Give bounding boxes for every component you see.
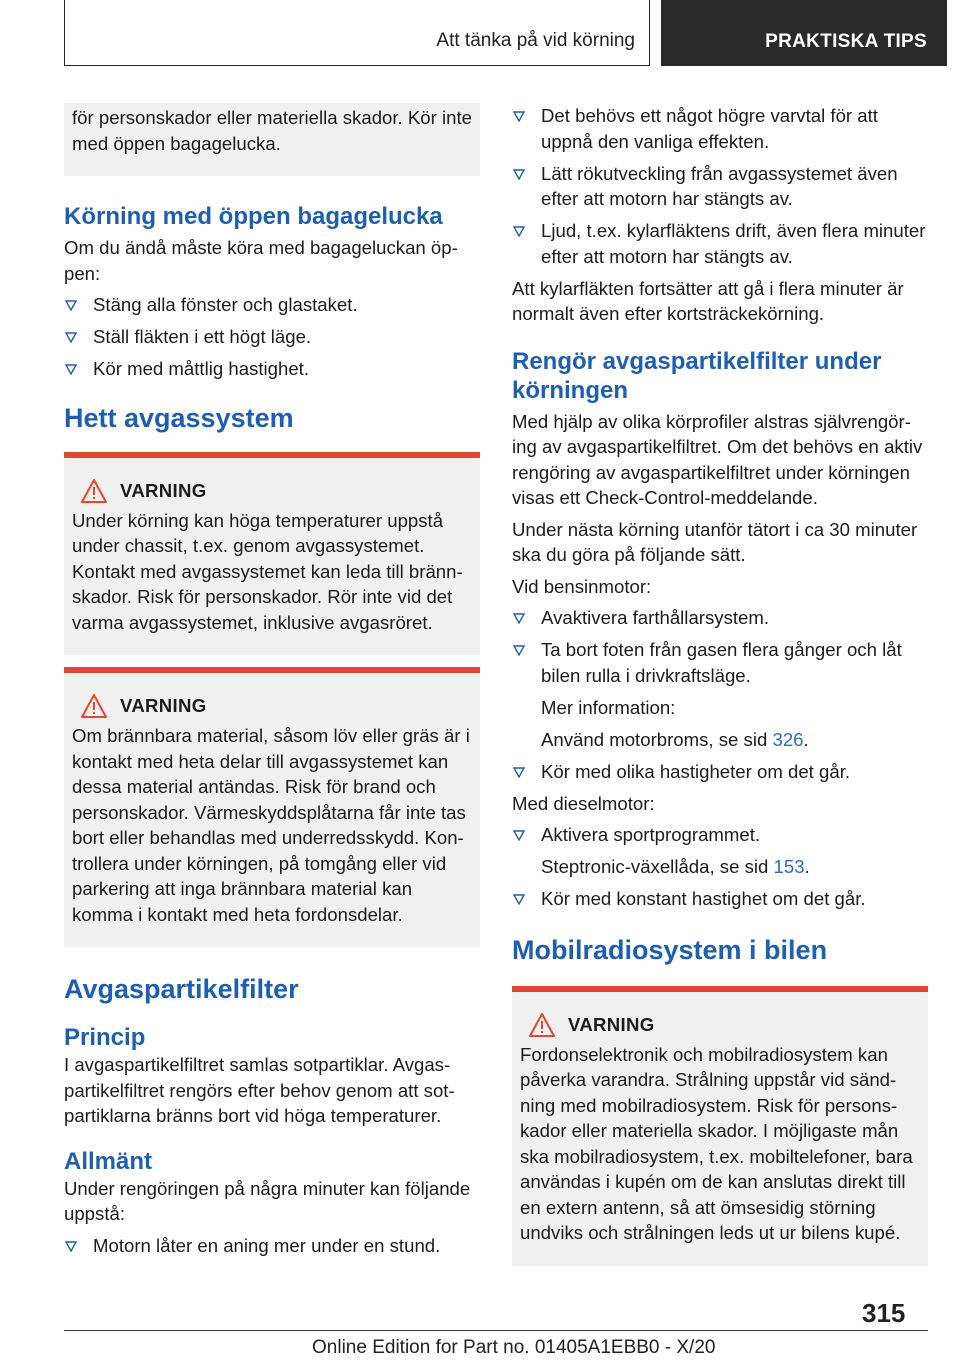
heading-principle: Princip [64, 1024, 146, 1051]
triangle-bullet-icon [513, 169, 525, 180]
paragraph-diesel: Med dieselmotor: [512, 792, 655, 814]
triangle-bullet-icon [513, 830, 525, 841]
triangle-bullet-icon [65, 364, 77, 375]
paragraph-self-cleaning: Med hjälp av olika körprofiler alstras självrengöring av avgaspartikelfiltret. Om det behövs en aktiv rengöring av avgaspartikelfiltret under körningen visas ett Check-Control-meddelande. [512, 410, 923, 508]
page-link-153[interactable]: 153 [773, 856, 805, 877]
triangle-bullet-icon [513, 613, 525, 624]
list-item: Ställ fläkten i ett högt läge. [64, 324, 480, 350]
list-petrol-cont [512, 759, 928, 785]
triangle-bullet-icon [65, 1241, 77, 1252]
paragraph-next-drive: Under nästa körning utanför tätort i ca 30 minuter ska du göra på följande sätt. [512, 518, 918, 565]
triangle-bullet-icon [513, 645, 525, 656]
left-column [64, 103, 480, 1265]
more-info-label: Mer information: [541, 696, 676, 718]
list-item: Kör med måttlig hastighet. [64, 356, 480, 382]
engine-brake-reference: Använd motorbroms, se sid 326. [541, 728, 809, 750]
list-item: Aktivera sportprogrammet. [512, 822, 928, 848]
steptronic-reference: Steptronic-växellåda, se sid 153. [541, 856, 810, 877]
heading-open-tailgate: Körning med öppen bagagelucka [64, 203, 443, 230]
list-open-tailgate [64, 292, 480, 382]
heading-mobile-radio: Mobilradiosystem i bilen [512, 934, 828, 965]
page-header [0, 0, 960, 66]
triangle-bullet-icon [65, 332, 77, 343]
warning-box-hot-exhaust [64, 452, 480, 656]
list-item: Kör med olika hastigheter om det går. [512, 759, 928, 785]
section-tab [64, 0, 650, 66]
list-diesel-cont [512, 886, 928, 912]
continued-warning-box [64, 103, 480, 176]
warning-box-flammable [64, 667, 480, 947]
warning-triangle-icon [528, 1012, 556, 1038]
list-petrol [512, 605, 928, 688]
warning-text: Om brännbara material, såsom löv eller gräs är i kontakt med heta delar till avgassystemet kan dessa material antändas. Risk för brand och personskador. Värmeskyddsplåtarna får inte tas bort eller behandlas med underredsskydd. Kontrollera under körningen, på tomgång eller vid parkering att inga brännbara material kan komma i kontakt med heta fordonsdelar. [72, 725, 470, 925]
heading-clean-filter: Rengör avgaspartikelfilter under körningen [512, 347, 882, 404]
list-item: Ta bort foten från gasen flera gånger och låt bilen rulla i drivkraftsläge. [512, 637, 928, 688]
list-item: Kör med konstant hastighet om det går. [512, 886, 928, 912]
chapter-tab [661, 0, 947, 66]
warning-title: VARNING [120, 479, 207, 501]
paragraph-fan: Att kylarfläkten fortsätter att gå i flera minuter är normalt även efter kortsträckekörning. [512, 277, 904, 324]
list-general [64, 1233, 480, 1259]
triangle-bullet-icon [513, 894, 525, 905]
list-item: Lätt rökutveckling från avgassystemet även efter att motorn har stängts av. [512, 161, 928, 212]
list-item: Det behövs ett något högre varvtal för att uppnå den vanliga effekten. [512, 103, 928, 154]
triangle-bullet-icon [513, 767, 525, 778]
triangle-bullet-icon [513, 111, 525, 122]
warning-box-mobile-radio [512, 986, 928, 1266]
paragraph-open-tailgate: Om du ändå måste köra med bagageluckan öppen: [64, 237, 458, 284]
warning-triangle-icon [80, 478, 108, 504]
triangle-bullet-icon [65, 300, 77, 311]
list-cleaning-effects [512, 103, 928, 269]
footer-divider [64, 1330, 928, 1331]
list-item: Motorn låter en aning mer under en stund. [64, 1233, 480, 1259]
warning-triangle-icon [80, 693, 108, 719]
page-number: 315 [862, 1298, 906, 1328]
list-item: Avaktivera farthållarsystem. [512, 605, 928, 631]
warning-title: VARNING [568, 1013, 655, 1035]
paragraph-general: Under rengöringen på några minuter kan följande uppstå: [64, 1177, 471, 1224]
heading-hot-exhaust: Hett avgassystem [64, 402, 294, 433]
paragraph-principle: I avgaspartikelfiltret samlas sotpartiklar. Avgaspartikelfiltret rengörs efter behov genom att sotpartiklarna bränns bort vid höga temperaturer. [64, 1054, 455, 1126]
list-diesel [512, 822, 928, 848]
list-item: Ljud, t.ex. kylarfläktens drift, även flera minuter efter att motorn har stängts av. [512, 218, 928, 269]
section-title: Att tänka på vid körning [436, 30, 635, 51]
paragraph-petrol: Vid bensinmotor: [512, 575, 652, 597]
warning-text: Under körning kan höga temperaturer uppstå under chassit, t.ex. genom avgassystemet. Kontakt med avgassystemet kan leda till brännskador. Risk för personskador. Rör inte vid det varma avgassystemet, inklusive avgasröret. [72, 509, 463, 633]
chapter-title: PRAKTISKA TIPS [765, 31, 927, 52]
heading-particulate-filter: Avgaspartikelfilter [64, 974, 299, 1004]
warning-text: Fordonselektronik och mobilradiosystem kan påverka varandra. Strålning uppstår vid sändning med mobilradiosystem. Risk för personskador eller materiella skador. I möjligaste mån ska mobilradiosystem, t.ex. mobiltelefoner, bara användas i kupén om de kan anslutas direkt till en extern antenn, så att ömsesidig störning undviks och strålningen leds ut ur bilens kupé. [520, 1043, 913, 1243]
footer-edition: Online Edition for Part no. 01405A1EBB0 - X/20 [312, 1337, 716, 1358]
triangle-bullet-icon [513, 226, 525, 237]
page-link-326[interactable]: 326 [772, 728, 804, 750]
right-column [512, 103, 928, 1266]
list-item: Stäng alla fönster och glastaket. [64, 292, 480, 318]
heading-general: Allmänt [64, 1147, 153, 1175]
warning-title: VARNING [120, 695, 207, 717]
continued-warning-text: för personskador eller materiella skador. Kör inte med öppen bagagelucka. [72, 107, 472, 154]
